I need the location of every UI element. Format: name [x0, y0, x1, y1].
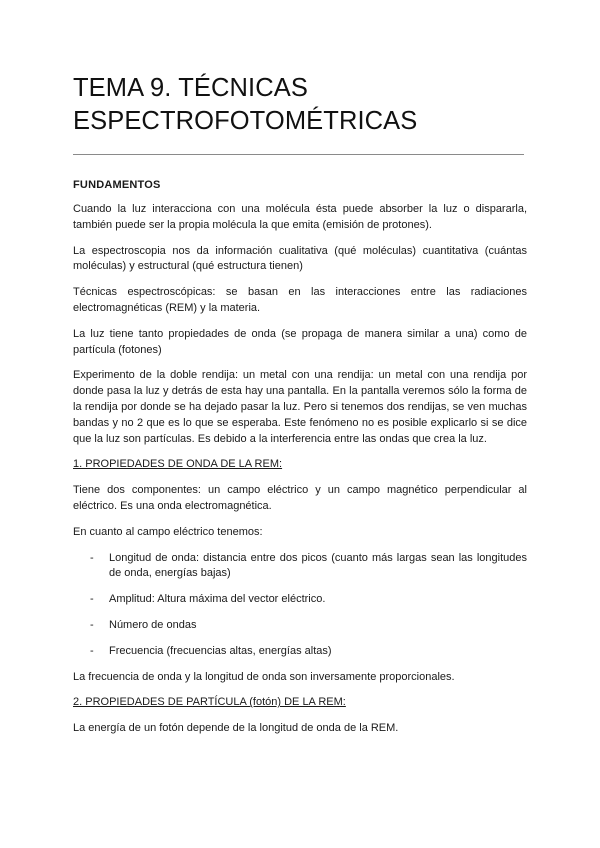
list-item-text: Amplitud: Altura máxima del vector eléctrico.: [109, 593, 326, 606]
paragraph: Cuando la luz interacciona con una molécula ésta puede absorber la luz o dispararla, también puede ser la propia molécula la que emita (emisión de protones).: [73, 203, 527, 231]
paragraph: Experimento de la doble rendija: un metal con una rendija: un metal con una rendija por donde pasa la luz y detrás de esta hay una pantalla. En la pantalla veremos sólo la forma de la rendija por donde se ha dejado pasar la luz. Pero si tenemos dos rendijas, se ven muchas bandas y no 2 que es lo que se esperaba. Este fenómeno no es posible explicarlo si se dice que la luz son partículas. Es debido a la interferencia entre las ondas que crea la luz.: [73, 369, 527, 445]
section-heading-fundamentos: FUNDAMENTOS: [73, 179, 161, 191]
dash-bullet: -: [90, 551, 94, 564]
paragraph: En cuanto al campo eléctrico tenemos:: [73, 525, 263, 538]
page-title: [73, 72, 527, 138]
dash-bullet: -: [90, 644, 94, 657]
electric-field-list: [73, 551, 527, 660]
list-item-text: Frecuencia (frecuencias altas, energías altas): [109, 644, 332, 657]
subheading-particle-properties: 2. PROPIEDADES DE PARTÍCULA (fotón) DE LA REM:: [73, 696, 346, 709]
list-item: [73, 644, 527, 660]
list-item: [73, 592, 527, 608]
paragraph: La energía de un fotón depende de la longitud de onda de la REM.: [73, 722, 399, 735]
title-divider: [73, 154, 524, 155]
list-item: [73, 551, 527, 583]
title-line-2: ESPECTROFOTOMÉTRICAS: [73, 107, 418, 135]
list-item: [73, 618, 527, 634]
dash-bullet: -: [90, 618, 94, 631]
title-line-1: TEMA 9. TÉCNICAS: [73, 74, 308, 102]
paragraph: La espectroscopia nos da información cualitativa (qué moléculas) cuantitativa (cuántas moléculas) y estructural (qué estructura tienen): [73, 244, 527, 273]
dash-bullet: -: [90, 593, 94, 606]
list-item-text: Longitud de onda: distancia entre dos picos (cuanto más largas sean las longitudes de onda, energías bajas): [109, 551, 527, 580]
paragraph: La luz tiene tanto propiedades de onda (se propaga de manera similar a una) como de partícula (fotones): [73, 327, 527, 356]
list-item-text: Número de ondas: [109, 618, 197, 631]
paragraph: Tiene dos componentes: un campo eléctrico y un campo magnético perpendicular al eléctrico. Es una onda electromagnética.: [73, 484, 527, 512]
paragraph: Técnicas espectroscópicas: se basan en las interacciones entre las radiaciones electromagnéticas (REM) y la materia.: [73, 286, 527, 314]
subheading-wave-properties: 1. PROPIEDADES DE ONDA DE LA REM:: [73, 458, 283, 471]
paragraph: La frecuencia de onda y la longitud de onda son inversamente proporcionales.: [73, 670, 455, 683]
